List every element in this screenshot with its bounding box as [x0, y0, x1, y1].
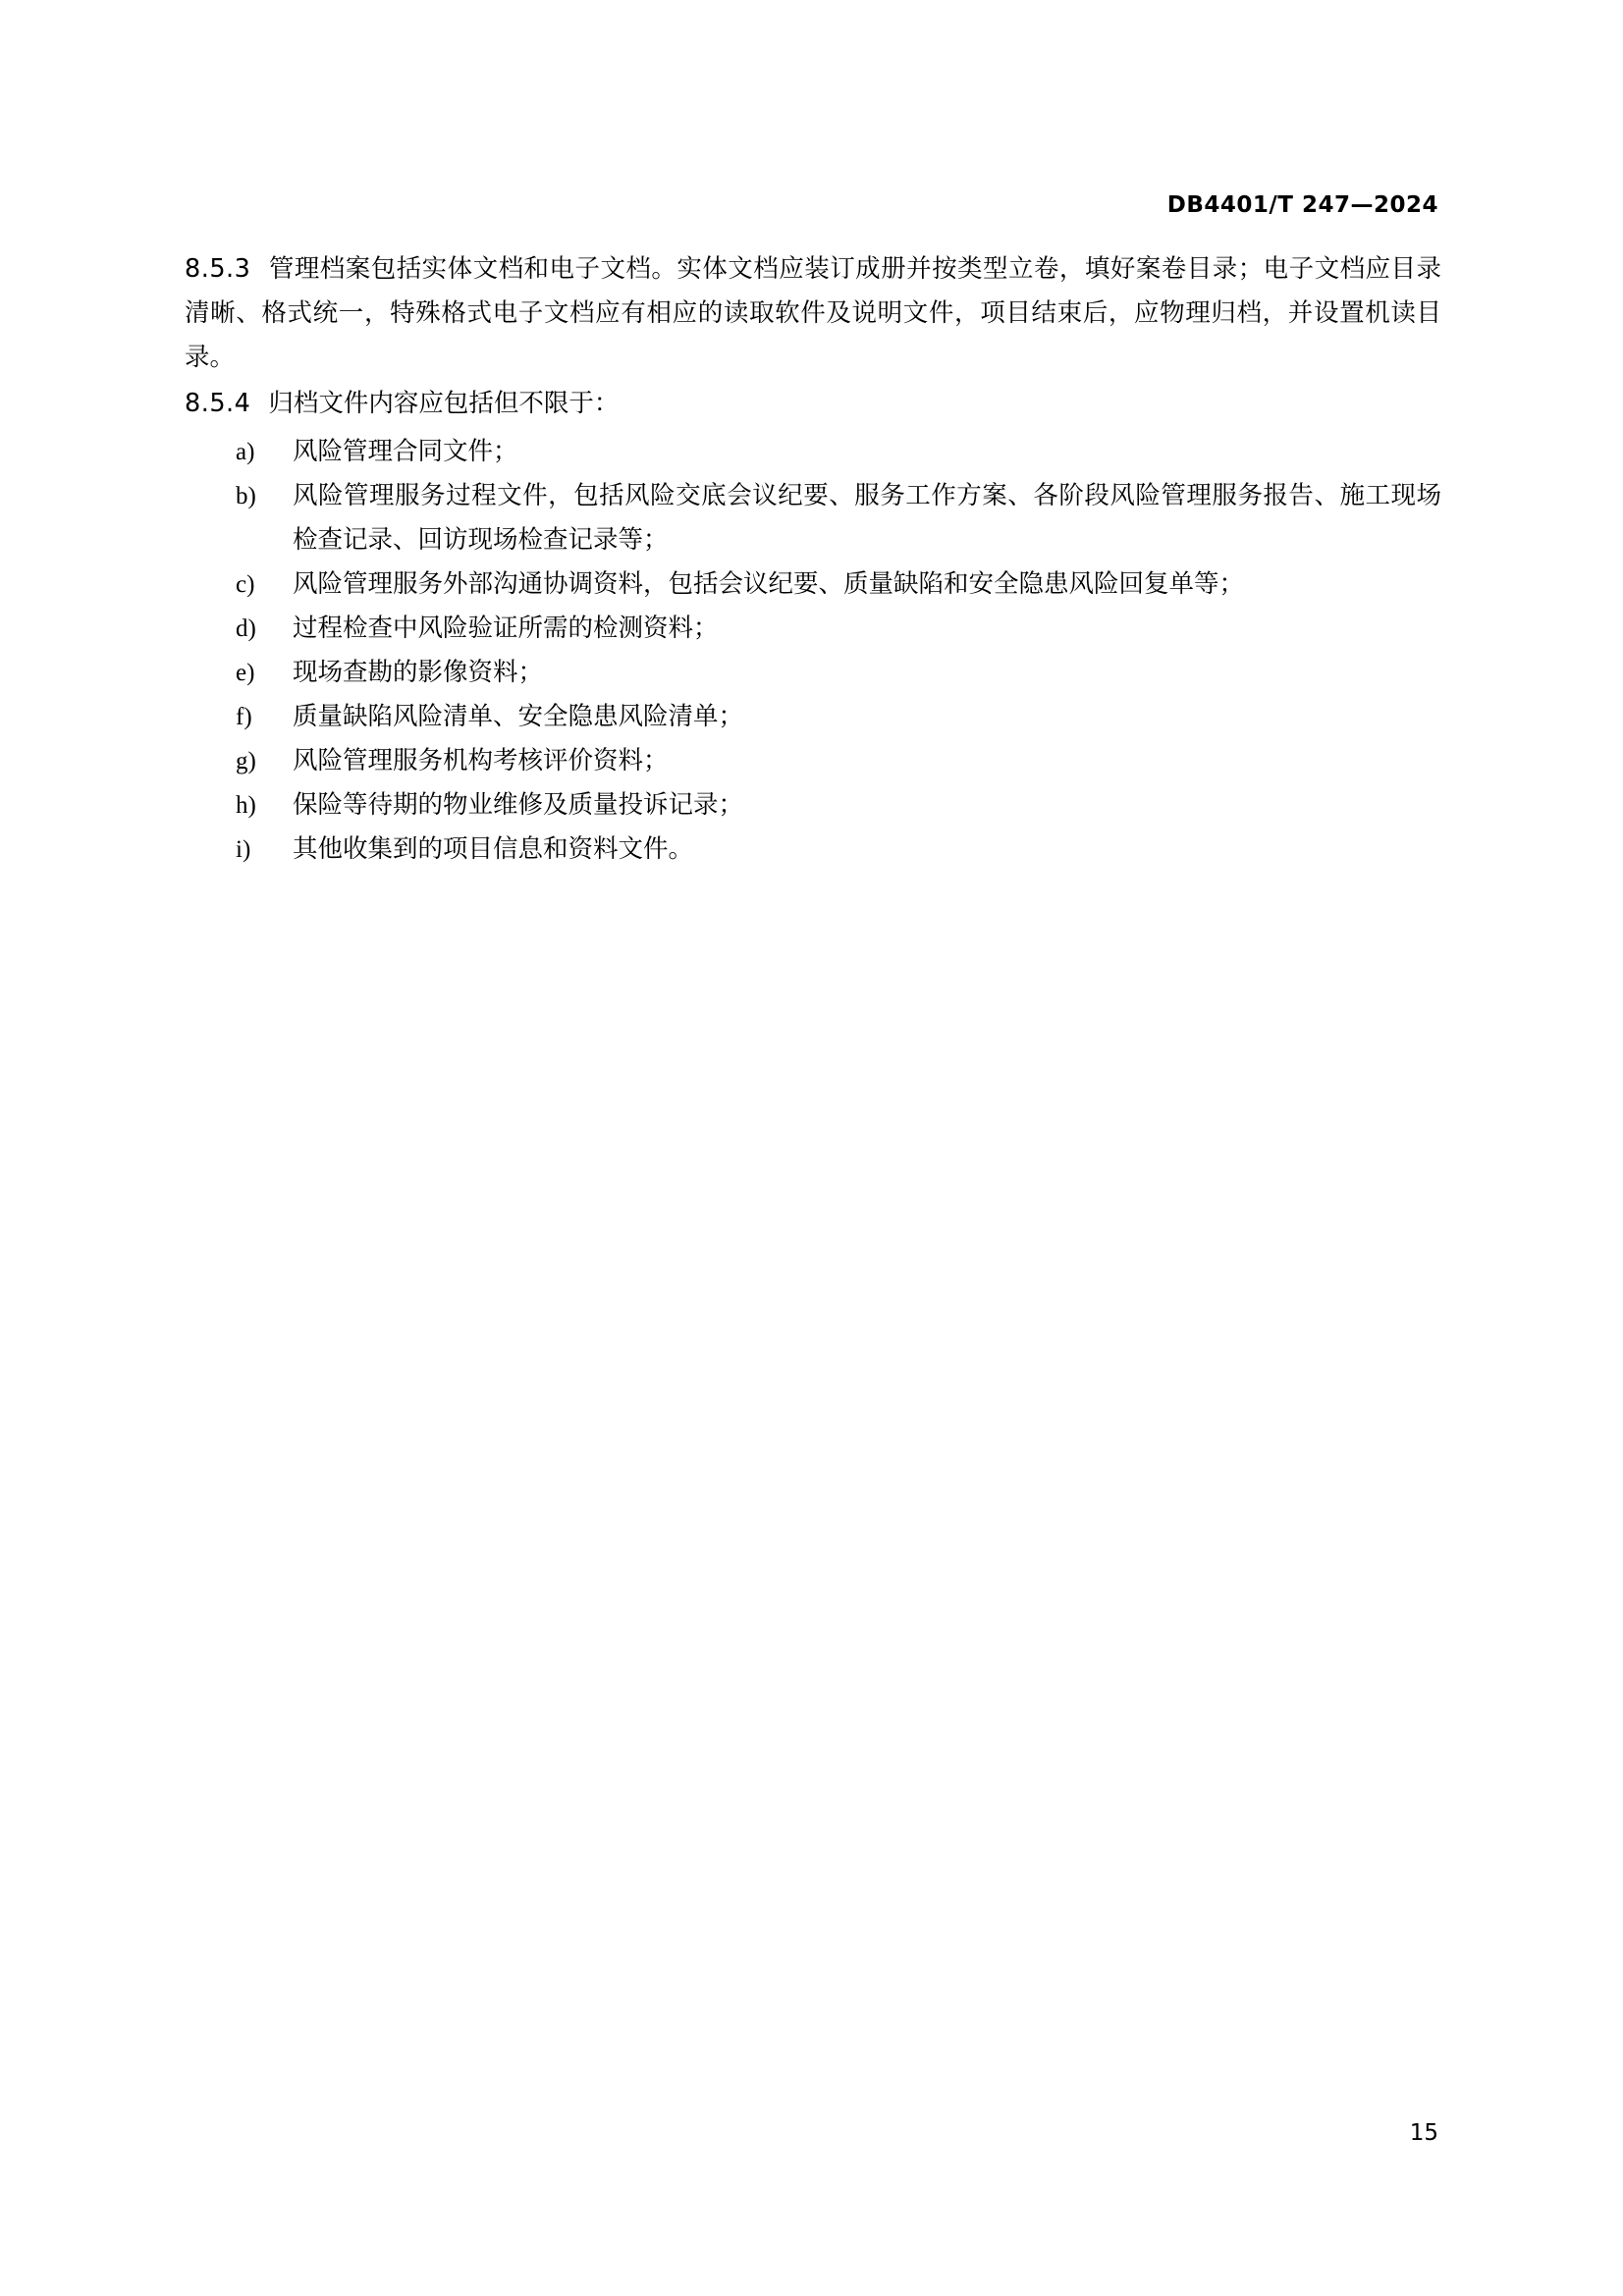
list-item — [185, 695, 1441, 739]
list-item-marker: f) — [236, 704, 252, 730]
list-item — [185, 828, 1441, 872]
clause-8-5-3-number: 8.5.3 — [185, 254, 251, 284]
list-item-marker: a) — [236, 439, 255, 465]
list-item-text: 风险管理服务过程文件，包括风险交底会议纪要、服务工作方案、各阶段风险管理服务报告、施工现场检查记录、回访现场检查记录等； — [293, 481, 1441, 555]
list-item-marker: c) — [236, 571, 255, 598]
list-item — [185, 430, 1441, 474]
list-item-text: 风险管理服务外部沟通协调资料，包括会议纪要、质量缺陷和安全隐患风险回复单等； — [293, 569, 1245, 599]
list-item-text: 现场查勘的影像资料； — [293, 658, 544, 687]
list-item-marker: h) — [236, 792, 256, 819]
list-item-marker: i) — [236, 836, 251, 863]
list-item — [185, 562, 1441, 607]
clause-8-5-4 — [185, 382, 1441, 426]
list-item-text: 质量缺陷风险清单、安全隐患风险清单； — [293, 702, 744, 731]
clause-8-5-4-text: 归档文件内容应包括但不限于： — [268, 389, 620, 418]
page-number: 15 — [1409, 2120, 1438, 2146]
list-item-text: 风险管理服务机构考核评价资料； — [293, 746, 669, 775]
page-header-standard-code: DB4401/T 247—2024 — [1166, 192, 1438, 218]
clause-8-5-3-text: 管理档案包括实体文档和电子文档。实体文档应装订成册并按类型立卷，填好案卷目录；电子文档应目录清晰、格式统一，特殊格式电子文档应有相应的读取软件及说明文件，项目结束后，应物理归档，并设置机读目录。 — [185, 254, 1441, 372]
list-item — [185, 607, 1441, 651]
list-item-marker: g) — [236, 748, 256, 774]
list-item-marker: d) — [236, 615, 256, 642]
clause-8-5-3 — [185, 247, 1441, 380]
archive-items-list — [185, 430, 1441, 872]
document-body — [185, 247, 1441, 872]
list-item — [185, 739, 1441, 783]
list-item — [185, 651, 1441, 695]
list-item-marker: b) — [236, 483, 256, 509]
list-item-text: 风险管理合同文件； — [293, 437, 518, 466]
list-item-text: 其他收集到的项目信息和资料文件。 — [293, 834, 694, 864]
list-item — [185, 783, 1441, 828]
list-item-text: 过程检查中风险验证所需的检测资料； — [293, 614, 719, 643]
clause-8-5-4-number: 8.5.4 — [185, 389, 251, 418]
list-item-text: 保险等待期的物业维修及质量投诉记录； — [293, 790, 744, 820]
list-item-marker: e) — [236, 660, 255, 686]
list-item — [185, 474, 1441, 562]
